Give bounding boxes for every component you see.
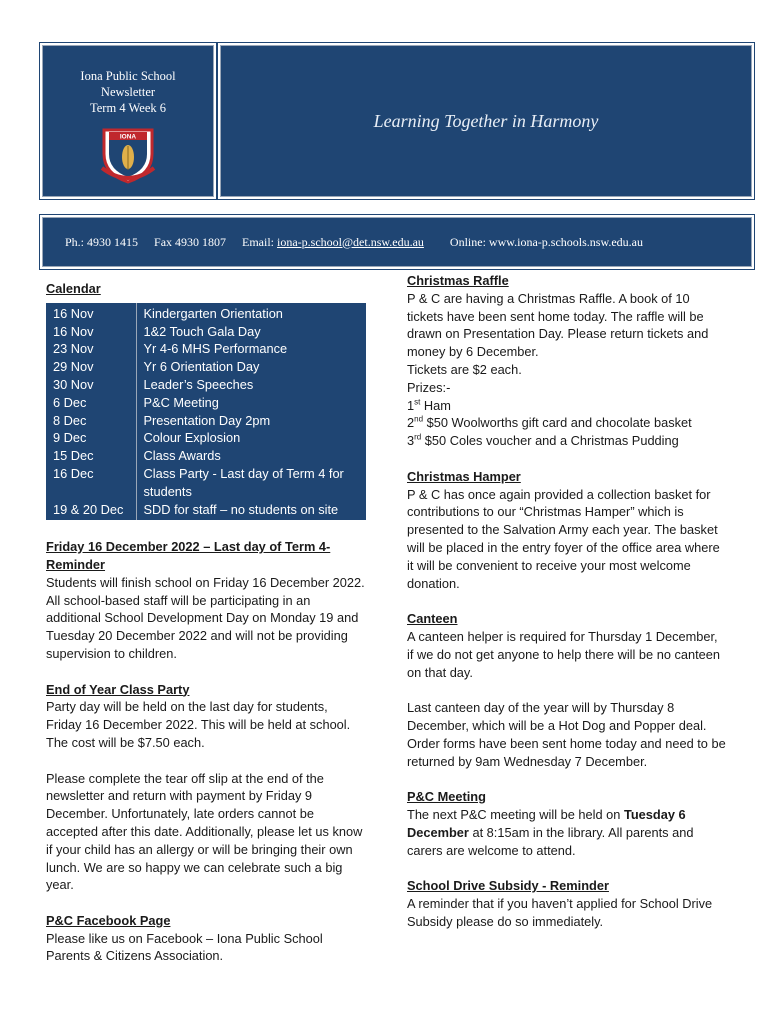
calendar-row bbox=[46, 394, 366, 412]
raffle-body: P & C are having a Christmas Raffle. A book of 10 tickets have been sent home today. The raffle will be drawn on Presentation Day. Please return tickets and money by 6 December. bbox=[407, 290, 709, 360]
last-day-body: Students will finish school on Friday 16 December 2022. All school-based staff will be participating in an additional School Development Day on Monday 19 and Tuesday 20 December 2022 and will not be providing supervision to children. bbox=[46, 574, 365, 661]
calendar-row bbox=[46, 358, 366, 376]
tagline-box bbox=[220, 45, 752, 197]
calendar-table bbox=[46, 303, 366, 521]
canteen-helper-body: A canteen helper is required for Thursday 1 December, if we do not get anyone to help there will be no canteen on that day. bbox=[407, 628, 721, 680]
calendar-row bbox=[46, 376, 366, 394]
facebook-heading: P&C Facebook Page bbox=[46, 912, 171, 928]
website: Online: www.iona-p.schools.nsw.edu.au bbox=[449, 234, 643, 249]
calendar-row bbox=[46, 447, 366, 465]
calendar-date: 30 Nov bbox=[46, 376, 136, 394]
raffle-heading: Christmas Raffle bbox=[407, 273, 509, 288]
subsidy-heading: School Drive Subsidy - Reminder bbox=[407, 878, 609, 894]
calendar-row bbox=[46, 412, 366, 430]
calendar-date: 29 Nov bbox=[46, 358, 136, 376]
right-column bbox=[407, 272, 727, 930]
calendar-date: 16 Nov bbox=[46, 323, 136, 341]
calendar-date: 23 Nov bbox=[46, 340, 136, 358]
hamper-body: P & C has once again provided a collection basket for contributions to our “Christmas Hamper” which is presented to the Salvation Army each year. The basket will be placed in the entry foyer of the office area where it will be convenient to receive your most welcome donation. bbox=[407, 486, 720, 591]
newsletter-label: Newsletter bbox=[100, 85, 156, 99]
calendar-event: 1&2 Touch Gala Day bbox=[143, 323, 261, 339]
calendar-event: Presentation Day 2pm bbox=[143, 412, 271, 428]
hamper-heading: Christmas Hamper bbox=[407, 468, 521, 484]
raffle-prize-1: 1st Ham bbox=[407, 397, 451, 413]
canteen-heading: Canteen bbox=[407, 611, 458, 627]
canteen-last-day-body: Last canteen day of the year will by Thursday 8 December, which will be a Hot Dog and Popper deal. Order forms have been sent home today and need to be returned by 9am Wednesday 7 December. bbox=[407, 700, 726, 769]
calendar-date: 16 Nov bbox=[46, 303, 136, 323]
school-info-box bbox=[42, 45, 214, 197]
tagline: Learning Together in Harmony bbox=[373, 110, 599, 131]
calendar-date: 16 Dec bbox=[46, 465, 136, 501]
calendar-row bbox=[46, 340, 366, 358]
calendar-date: 9 Dec bbox=[46, 429, 136, 447]
school-name: Iona Public School bbox=[80, 69, 176, 83]
left-column bbox=[46, 280, 366, 965]
class-party-body: Party day will be held on the last day for students, Friday 16 December 2022. This will be held at school. The cost will be $7.50 each. bbox=[46, 699, 351, 750]
raffle-prize-3: 3rd $50 Coles voucher and a Christmas Pudding bbox=[407, 432, 679, 449]
calendar-event: SDD for staff – no students on site bbox=[143, 501, 339, 517]
email-link[interactable]: iona-p.school@det.nsw.edu.au bbox=[277, 234, 424, 249]
calendar-date: 6 Dec bbox=[46, 394, 136, 412]
contact-bar bbox=[42, 217, 752, 267]
calendar-event: Yr 6 Orientation Day bbox=[143, 359, 260, 375]
pc-meeting-heading: P&C Meeting bbox=[407, 789, 486, 805]
calendar-event: Leader’s Speeches bbox=[143, 376, 254, 392]
phone-number: Ph.: 4930 1415 bbox=[65, 234, 139, 249]
subsidy-body: A reminder that if you haven’t applied for School Drive Subsidy please do so immediately. bbox=[407, 895, 713, 929]
raffle-price: Tickets are $2 each. bbox=[407, 361, 522, 377]
school-crest-logo bbox=[98, 124, 158, 186]
calendar-date: 15 Dec bbox=[46, 447, 136, 465]
calendar-event: Yr 4-6 MHS Performance bbox=[143, 341, 288, 357]
pc-meeting-body: The next P&C meeting will be held on Tuesday 6 December at 8:15am in the library. All parents and carers are welcome to attend. bbox=[407, 806, 694, 858]
class-party-details: Please complete the tear off slip at the end of the newsletter and return with payment by Friday 9 December. Unfortunately, late orders cannot be accepted after this date. Additionally, please let us know if your child has an allergy or will be bringing their own lunch. We are so happy we can celebrate such a big year. bbox=[46, 770, 363, 893]
crest-text: IONA bbox=[119, 133, 137, 141]
last-day-heading: Friday 16 December 2022 – Last day of Term 4- Reminder bbox=[46, 539, 331, 572]
calendar-row bbox=[46, 303, 366, 323]
class-party-heading: End of Year Class Party bbox=[46, 681, 190, 697]
calendar-date: 19 & 20 Dec bbox=[46, 501, 136, 521]
facebook-body: Please like us on Facebook – Iona Public School Parents & Citizens Association. bbox=[46, 930, 323, 964]
raffle-prize-2: 2nd $50 Woolworths gift card and chocolate basket bbox=[407, 415, 692, 431]
calendar-event: Class Awards bbox=[143, 448, 221, 464]
calendar-event: P&C Meeting bbox=[143, 394, 219, 410]
calendar-date: 8 Dec bbox=[46, 412, 136, 430]
raffle-prizes-label: Prizes:- bbox=[407, 379, 451, 395]
calendar-event: Kindergarten Orientation bbox=[143, 305, 283, 321]
calendar-row bbox=[46, 465, 366, 501]
calendar-event: Colour Explosion bbox=[143, 430, 241, 446]
term-week: Term 4 Week 6 bbox=[90, 101, 166, 115]
calendar-row bbox=[46, 429, 366, 447]
fax-number: Fax 4930 1807 bbox=[154, 234, 227, 249]
calendar-row bbox=[46, 323, 366, 341]
calendar-row bbox=[46, 501, 366, 521]
calendar-heading: Calendar bbox=[46, 281, 101, 296]
email-label: Email: bbox=[242, 234, 275, 249]
calendar-event: Class Party - Last day of Term 4 for students bbox=[143, 465, 344, 499]
